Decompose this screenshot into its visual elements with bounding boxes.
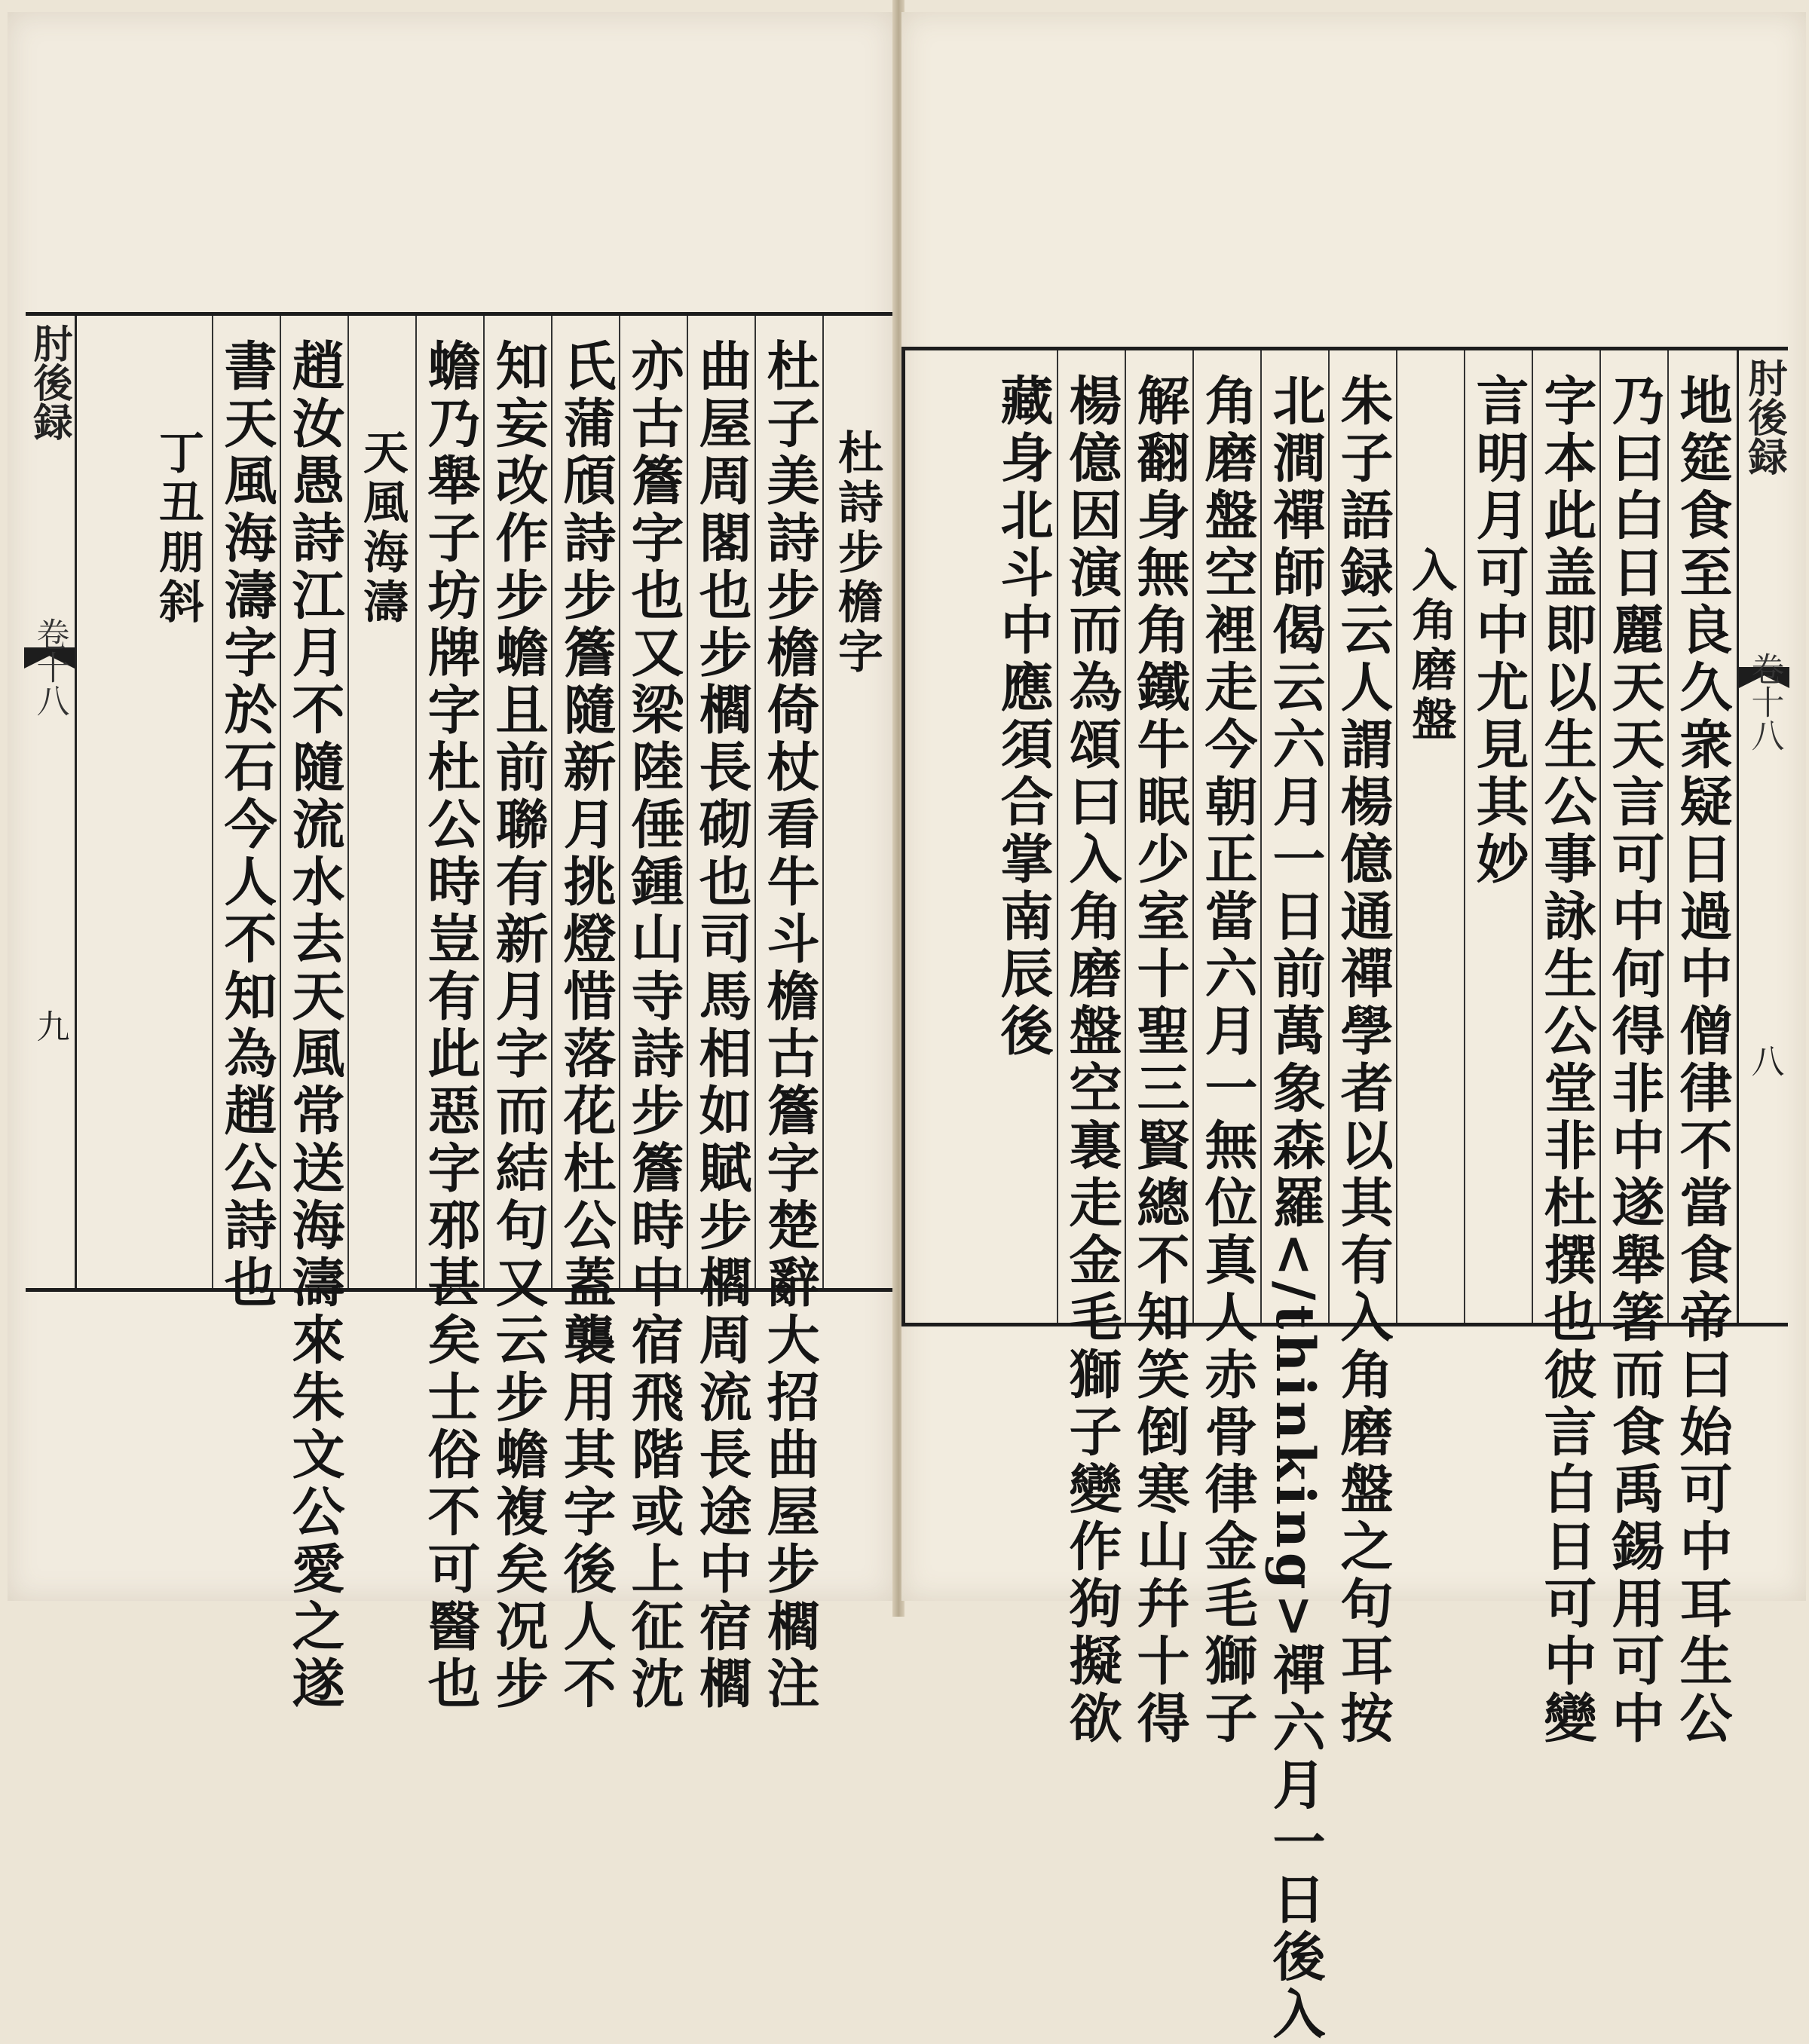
left-page — [8, 12, 894, 1713]
column-text: 天風海濤 — [356, 429, 409, 628]
text-column — [1396, 350, 1464, 1323]
column-text: 楊億因演而為頌曰入角磨盤空裏走金毛獅子變作狗擬欲 — [1061, 373, 1123, 1748]
text-column — [619, 316, 687, 1713]
text-column — [1192, 350, 1260, 1748]
column-text: 趙汝愚詩江月不隨流水去天風常送海濤來朱文公愛之遂 — [283, 338, 346, 1713]
text-column — [755, 316, 822, 1713]
right-frame — [901, 347, 1788, 2044]
text-column — [551, 316, 619, 1713]
column-text: 解翻身無角鐵牛眠少室十聖三賢總不知笑倒寒山幷十得 — [1128, 373, 1191, 1748]
text-column — [1599, 350, 1667, 1748]
right-text-columns — [913, 350, 1735, 2044]
spine-title: 肘後録 — [1741, 358, 1787, 476]
column-text: 乃曰白日麗天天言可中何得非中遂舉箸而食禹錫用可中 — [1603, 373, 1666, 1748]
column-text: 角磨盤空裡走今朝正當六月一無位真人赤骨律金毛獅子 — [1196, 373, 1259, 1748]
column-text: 書天風海濤字於石今人不知為趙公詩也 — [216, 338, 278, 1312]
column-text: 蟾乃舉子坊牌字杜公時豈有此惡字邪甚矣士俗不可醫也 — [419, 338, 482, 1713]
text-column — [1125, 350, 1192, 1748]
text-column — [1667, 350, 1735, 1748]
column-text: 氏蒲頎詩步簷隨新月挑燈惜落花杜公蓋襲用其字後人不 — [555, 338, 617, 1713]
text-column — [144, 316, 212, 1288]
column-text: 地筵食至良久衆疑日過中僧律不當食帝曰始可中耳生公 — [1671, 373, 1734, 1748]
right-page — [901, 12, 1806, 2044]
left-text-columns — [78, 316, 890, 1713]
right-spine — [1737, 350, 1789, 1323]
column-text: 丁丑朋斜 — [152, 429, 204, 628]
spine-title: 肘後録 — [26, 323, 72, 441]
column-text: 字本此盖即以生公事詠生公堂非杜撰也彼言白日可中變 — [1535, 373, 1598, 1748]
text-column — [1532, 350, 1599, 1748]
text-column — [212, 316, 280, 1312]
column-text: 杜子美詩步檐倚杖看牛斗檐古簷字楚辭大招曲屋步櫩注 — [758, 338, 821, 1713]
text-column — [687, 316, 755, 1713]
column-text: 朱子語録云人謂楊億通禪學者以其有入角磨盤之句耳按 — [1332, 373, 1394, 1748]
spine-folio: 八 — [1745, 1044, 1784, 1077]
text-column — [1260, 350, 1328, 2044]
text-column — [822, 316, 890, 1288]
column-text: 入角磨盤 — [1404, 546, 1457, 745]
spine-volume: 卷十八 — [1745, 652, 1784, 751]
column-text: 曲屋周閣也步櫩長砌也司馬相如賦步櫩周流長途中宿櫩 — [690, 338, 753, 1713]
text-column — [280, 316, 347, 1713]
column-text: 言明月可中尤見其妙 — [1468, 373, 1530, 889]
text-column — [989, 350, 1057, 1323]
column-text: 藏身北斗中應須合掌南辰後 — [992, 373, 1054, 1060]
text-column — [1464, 350, 1532, 1323]
left-frame — [26, 312, 901, 1713]
column-text: 北澗禪師偈云六月一日前萬象森羅</thinking>禪六月一日後入 — [1264, 373, 1327, 2044]
text-column — [415, 316, 483, 1713]
text-column — [1328, 350, 1396, 1748]
column-text: 亦古簷字也又梁陸倕鍾山寺詩步簷時中宿飛階或上征沈 — [623, 338, 685, 1713]
spine-folio: 九 — [30, 1009, 69, 1042]
text-column — [483, 316, 551, 1713]
column-text: 知妄改作步蟾且前聯有新月字而結句又云步蟾複矣况步 — [487, 338, 549, 1713]
left-spine — [24, 316, 77, 1288]
text-column — [1057, 350, 1125, 1748]
spine-volume: 卷十八 — [30, 617, 69, 717]
column-text: 杜詩步檐字 — [831, 429, 883, 678]
text-column — [347, 316, 415, 1288]
